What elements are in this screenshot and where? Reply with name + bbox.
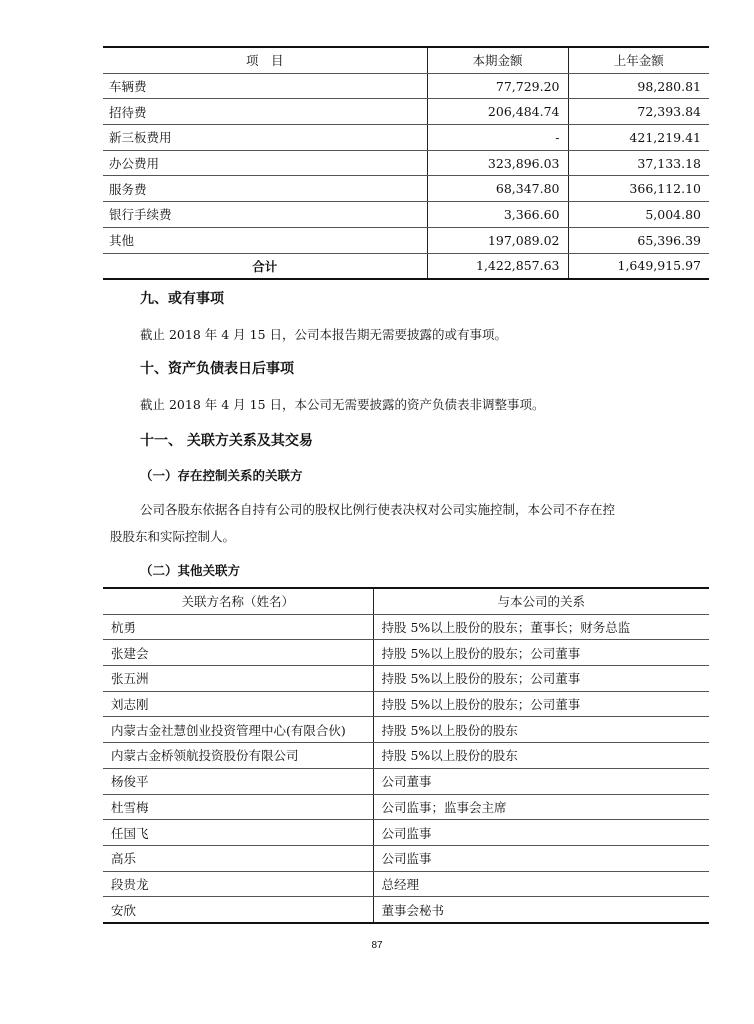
expense-table [103,46,709,280]
total-row [103,253,709,279]
total-previous: 1,649,915.97 [568,253,709,279]
previous-cell: 366,112.10 [568,176,709,202]
current-cell: 323,896.03 [427,150,568,176]
party-relation: 持股 5%以上股份的股东；公司董事 [373,640,709,666]
header-party-name: 关联方名称（姓名） [103,588,373,614]
table-row [103,73,709,99]
previous-cell: 421,219.41 [568,125,709,151]
table-header-row [103,47,709,73]
item-cell: 银行手续费 [103,202,427,228]
subsection2-heading: （二）其他关联方 [140,563,241,578]
current-cell: 206,484.74 [427,99,568,125]
section9-heading: 九、或有事项 [140,291,224,307]
section10-heading: 十、资产负债表日后事项 [140,361,294,377]
table-row [103,871,709,897]
table-row [103,820,709,846]
previous-cell: 98,280.81 [568,73,709,99]
header-previous: 上年金额 [568,47,709,73]
table-row [103,897,709,923]
current-cell: 77,729.20 [427,73,568,99]
table-row [103,691,709,717]
page-number: 87 [371,940,383,951]
party-relation: 公司监事 [373,845,709,871]
party-relation: 持股 5%以上股份的股东；公司董事 [373,666,709,692]
party-name: 安欣 [103,897,373,923]
item-cell: 新三板费用 [103,125,427,151]
table-row [103,614,709,640]
table-row [103,99,709,125]
item-cell: 招待费 [103,99,427,125]
previous-cell: 72,393.84 [568,99,709,125]
party-name: 张建会 [103,640,373,666]
party-name: 内蒙古金桥领航投资股份有限公司 [103,743,373,769]
table-row [103,845,709,871]
item-cell: 其他 [103,227,427,253]
table-header-row [103,588,709,614]
party-relation: 公司监事 [373,820,709,846]
table-row [103,227,709,253]
table-row [103,794,709,820]
current-cell: 3,366.60 [427,202,568,228]
previous-cell: 37,133.18 [568,150,709,176]
total-current: 1,422,857.63 [427,253,568,279]
previous-cell: 5,004.80 [568,202,709,228]
current-cell: 197,089.02 [427,227,568,253]
table-row [103,717,709,743]
party-relation: 持股 5%以上股份的股东；公司董事 [373,691,709,717]
party-relation: 公司监事；监事会主席 [373,794,709,820]
table-row [103,640,709,666]
party-name: 内蒙古金社慧创业投资管理中心(有限合伙) [103,717,373,743]
party-name: 刘志刚 [103,691,373,717]
party-relation: 持股 5%以上股份的股东；董事长；财务总监 [373,614,709,640]
table-row [103,743,709,769]
party-relation: 公司董事 [373,768,709,794]
party-name: 任国飞 [103,820,373,846]
control-paragraph-line1: 公司各股东依据各自持有公司的股权比例行使表决权对公司实施控制，本公司不存在控 [140,502,616,517]
table-row [103,202,709,228]
item-cell: 车辆费 [103,73,427,99]
party-relation: 持股 5%以上股份的股东 [373,717,709,743]
party-relation: 持股 5%以上股份的股东 [373,743,709,769]
party-relation: 董事会秘书 [373,897,709,923]
table-row [103,150,709,176]
party-name: 段贵龙 [103,871,373,897]
header-current: 本期金额 [427,47,568,73]
control-paragraph-line2: 股股东和实际控制人。 [110,529,236,544]
table-row [103,666,709,692]
table-row [103,768,709,794]
section9-text: 截止 2018 年 4 月 15 日，公司本报告期无需要披露的或有事项。 [140,327,508,342]
header-item: 项 目 [103,47,427,73]
party-name: 杨俊平 [103,768,373,794]
item-cell: 办公费用 [103,150,427,176]
table-row [103,176,709,202]
subsection1-heading: （一）存在控制关系的关联方 [140,468,303,483]
party-name: 杭勇 [103,614,373,640]
section11-heading: 十一、 关联方关系及其交易 [140,433,313,449]
table-row [103,125,709,151]
party-name: 杜雪梅 [103,794,373,820]
section10-text: 截止 2018 年 4 月 15 日，本公司无需要披露的资产负债表非调整事项。 [140,397,545,412]
item-cell: 服务费 [103,176,427,202]
party-relation: 总经理 [373,871,709,897]
header-relation: 与本公司的关系 [373,588,709,614]
related-party-table [103,587,709,924]
total-label: 合计 [103,253,427,279]
current-cell: 68,347.80 [427,176,568,202]
party-name: 高乐 [103,845,373,871]
party-name: 张五洲 [103,666,373,692]
previous-cell: 65,396.39 [568,227,709,253]
current-cell: - [427,125,568,151]
